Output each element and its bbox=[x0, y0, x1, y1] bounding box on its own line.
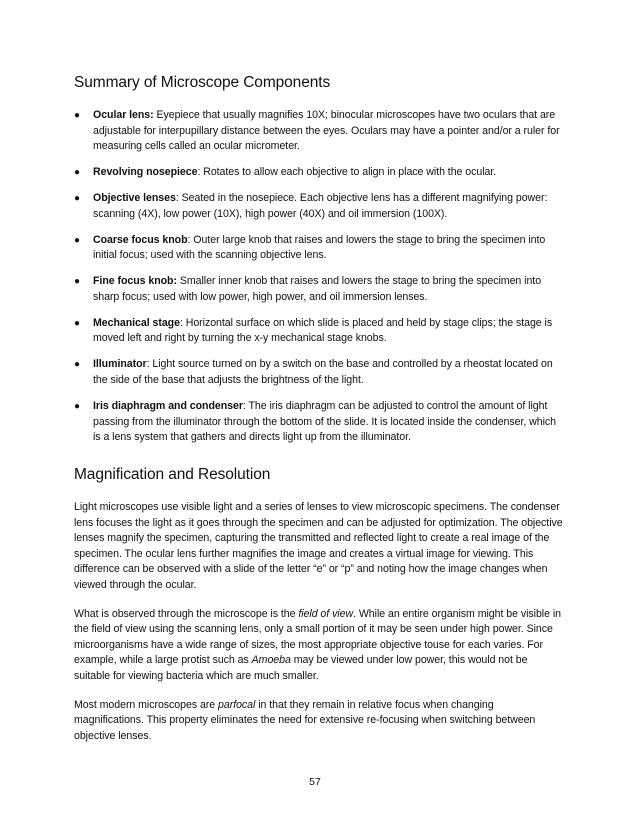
text-span: What is observed through the microscope is the bbox=[74, 607, 299, 620]
list-item bbox=[74, 191, 564, 222]
paragraph-light-microscopes: Light microscopes use visible light and a series of lenses to view microscopic specimens. The condenser lens focuses the light as it goes through the specimen and can be adjusted for optimization. The objective lenses magnify the specimen, capturing the transmitted and reflected light to create a real image of the specimen. The ocular lens further magnifies the image and creates a virtual image for viewing. This difference can be observed with a slide of the letter “e” or “p” and noting how the image changes when viewed through the ocular. bbox=[74, 501, 563, 591]
bullet-icon: ● bbox=[74, 401, 80, 413]
item-text: Eyepiece that usually magnifies 10X; binocular microscopes have two oculars that are adjustable for interpupillary distance between the eyes. Oculars may have a pointer and/or a ruler for measuring cells called an ocular micrometer. bbox=[93, 109, 560, 153]
item-text: Smaller inner knob that raises and lowers the stage to bring the specimen into sharp focus; used with low power, high power, and oil immersion lenses. bbox=[93, 275, 542, 303]
list-item bbox=[74, 274, 564, 305]
bullet-icon: ● bbox=[74, 276, 80, 288]
item-text: : Horizontal surface on which slide is placed and held by stage clips; the stage is moved left and right by turning the x-y mechanical stage knobs. bbox=[93, 316, 553, 345]
section-heading-components: Summary of Microscope Components bbox=[74, 74, 331, 91]
item-term: Fine focus knob: bbox=[93, 275, 177, 288]
bullet-icon: ● bbox=[74, 359, 80, 371]
item-term: Coarse focus knob bbox=[93, 233, 188, 246]
bullet-icon: ● bbox=[74, 110, 80, 121]
list-item bbox=[74, 165, 564, 181]
term-parfocal: parfocal bbox=[218, 698, 256, 711]
text-span: . While an entire organism might be visible in the field of view using the scanning lens, only a small portion of it may be seen under high power. Since microorganisms have a wide range of sizes, the most appropriate objective touse for each varies. For example, while a large protist such as bbox=[74, 607, 561, 667]
text-span: may be viewed under low power, this would not be suitable for viewing bacteria which are much smaller. bbox=[74, 654, 528, 682]
item-term: Illuminator bbox=[93, 358, 147, 371]
item-text: : The iris diaphragm can be adjusted to control the amount of light passing from the illuminator through the bottom of the slide. It is located inside the condenser, which is a lens system that gathers and directs light up from the illuminator. bbox=[93, 400, 557, 444]
list-item bbox=[74, 316, 564, 347]
item-term: Ocular lens: bbox=[93, 109, 154, 121]
item-text: : Outer large knob that raises and lowers the stage to bring the specimen into initial focus; used with the scanning objective lens. bbox=[93, 233, 546, 262]
item-term: Mechanical stage bbox=[93, 316, 180, 329]
text-span: Most modern microscopes are bbox=[74, 698, 219, 711]
bullet-icon: ● bbox=[74, 193, 80, 205]
item-term: Objective lenses bbox=[93, 192, 176, 205]
page-number: 57 bbox=[309, 776, 321, 788]
bullet-icon: ● bbox=[74, 167, 80, 179]
item-text: : Seated in the nosepiece. Each objective lens has a different magnifying power: scanning (4X), low power (10X), high power (40X) and oil immersion (100X). bbox=[93, 192, 548, 220]
item-text: : Rotates to allow each objective to align in place with the ocular. bbox=[197, 166, 497, 179]
list-item bbox=[74, 108, 564, 155]
term-field-of-view: field of view bbox=[298, 607, 354, 620]
list-item bbox=[74, 233, 564, 264]
components-list bbox=[74, 108, 564, 456]
text-span: in that they remain in relative focus when changing magnifications. This property eliminates the need for extensive re-focusing when switching between objective lenses. bbox=[74, 698, 536, 742]
section-heading-magnification: Magnification and Resolution bbox=[74, 466, 271, 483]
item-text: : Light source turned on by a switch on the base and controlled by a rheostat located on the side of the base that adjusts the brightness of the light. bbox=[93, 358, 553, 387]
magnification-body bbox=[74, 500, 564, 757]
term-amoeba: Amoeba bbox=[251, 654, 291, 667]
paragraph-field-of-view bbox=[74, 607, 564, 685]
bullet-icon: ● bbox=[74, 317, 80, 329]
bullet-icon: ● bbox=[74, 234, 80, 246]
item-term: Revolving nosepiece bbox=[93, 166, 198, 179]
paragraph-parfocal bbox=[74, 698, 564, 745]
item-term: Iris diaphragm and condenser bbox=[93, 400, 243, 413]
list-item bbox=[74, 357, 564, 388]
list-item bbox=[74, 399, 564, 446]
